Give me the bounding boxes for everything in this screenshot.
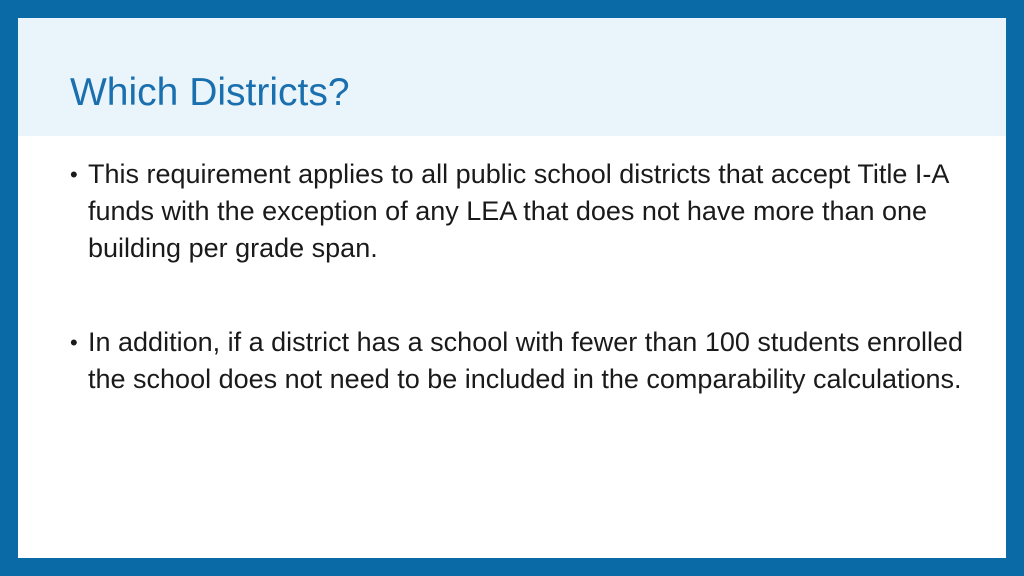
bullet-item (70, 156, 970, 267)
bullet-text: This requirement applies to all public school districts that accept Title I-A funds with the exception of any LEA that does not have more than one building per grade span. (88, 159, 948, 263)
slide-title: Which Districts? (70, 71, 350, 114)
bullet-list (70, 156, 970, 455)
bullet-text: In addition, if a district has a school with fewer than 100 students enrolled the school does not need to be included in the comparability calculations. (88, 327, 964, 394)
bullet-marker-icon: • (70, 162, 78, 187)
title-band (18, 18, 1006, 136)
slide-canvas (18, 18, 1006, 558)
bullet-item (70, 324, 970, 398)
bullet-marker-icon: • (70, 330, 78, 355)
